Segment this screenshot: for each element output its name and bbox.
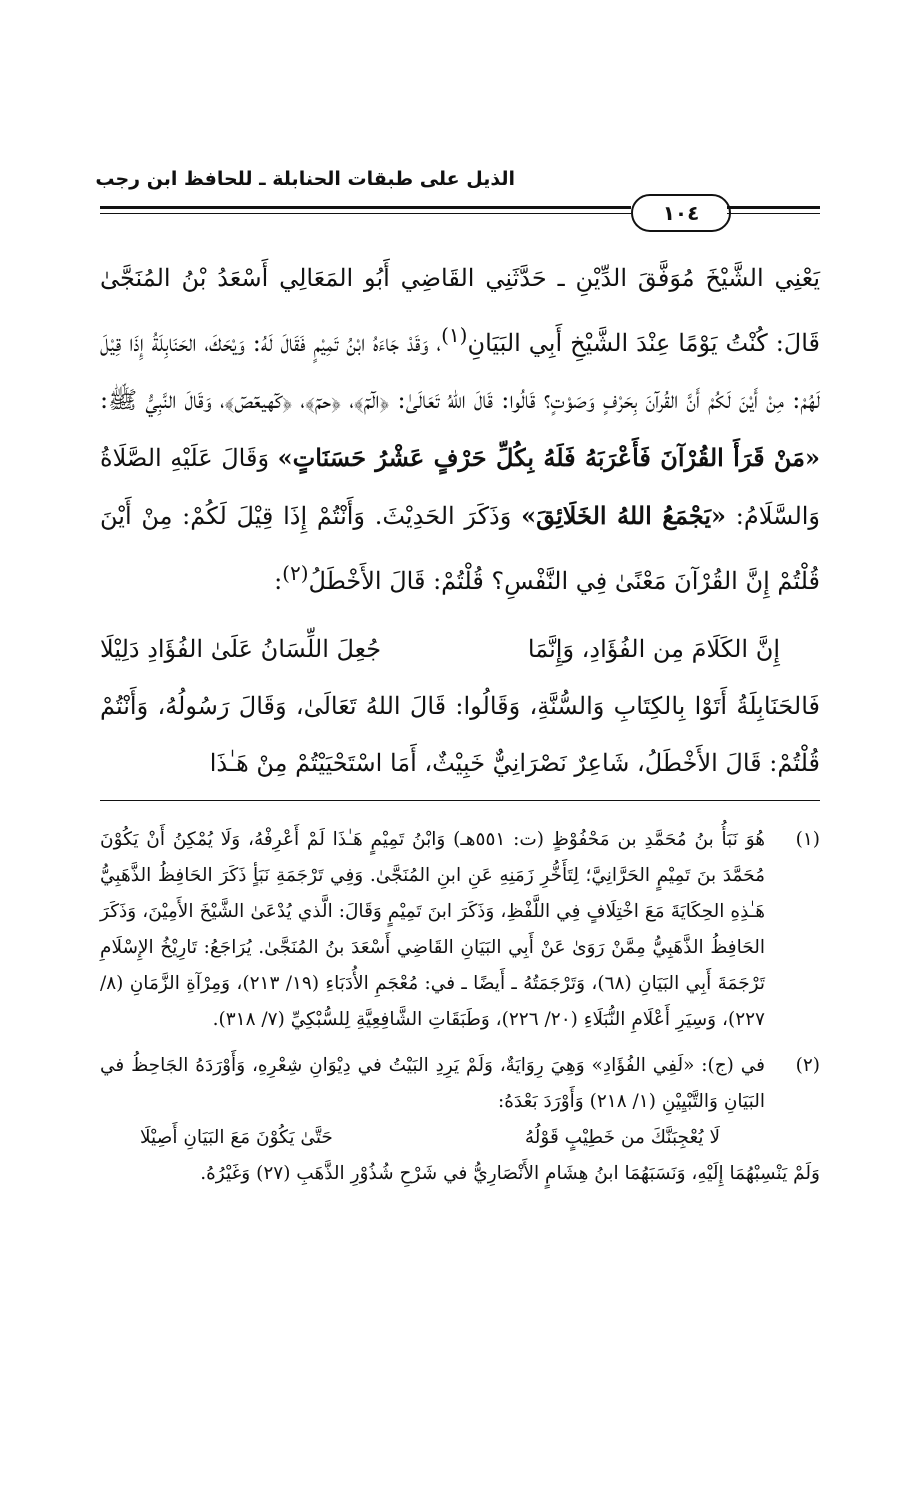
main-text-part: :: [274, 567, 283, 595]
main-paragraph-continued: [100, 678, 820, 792]
main-text-part: يَعْنِي الشَّيْخَ مُوَفَّقَ الدِّيْنِ ـ حَدَّثَنِي القَاضِي أَبُو المَعَالِي أَسْعَدُ بْنُ المُنَجَّىٰ قَالَ: كُنْتُ يَوْمًا عِنْدَ الشَّيْخِ أَبِي البَيَانِ: [100, 264, 821, 357]
poetry-verse: [100, 621, 820, 678]
footnote-verse-first: لَا يُعْجِبَنَّكَ من خَطِيْبٍ قَوْلُهُ: [524, 1127, 720, 1148]
footnote-ref-2[interactable]: (٢): [282, 561, 309, 585]
footnote-text: في (ج): «لَفِي الفُؤَادِ» وَهِيَ رِوَايَةٌ، وَلَمْ يَرِدِ البَيْتُ في دِيْوَانِ شِعْرِهِ، وَأَوْرَدَهُ الجَاحِظُ في البَيَانِ وَالتَّبْيِيْنِ (١/ ٢١٨) وَأَوْرَدَ بَعْدَهُ:: [100, 1055, 765, 1112]
main-text-tail: فَالحَنَابِلَةُ أَتَوْا بِالكِتَابِ وَالسُّنَّةِ، وَقَالُوا: قَالَ اللهُ تَعَالَىٰ، وَقَالَ رَسُولُهُ، وَأَنْتُمْ قُلْتُمْ: قَالَ الأَخْطَلُ، شَاعِرٌ نَصْرَانِيٌّ خَبِيْثٌ، أَمَا اسْتَحْيَيْتُمْ مِنْ هَـٰذَا: [100, 692, 820, 777]
footnote-ref-1[interactable]: (١): [441, 323, 468, 347]
main-text-part: ، وَقَدْ جَاءَهُ ابْنُ تَمِيْمٍ فَقَالَ لَهُ: وَيْحَكَ، الحَنَابِلَةُ إِذَا قِيْلَ لَهُمْ: مِنْ أَيْنَ لَكُمْ أَنَّ القُرآنَ بِحَرْفٍ وَصَوْتٍ؟ قَالُوا: قَالَ اللهُ تَعَالَىٰ: ﴿الٓمٓ﴾، ﴿حمٓ﴾، ﴿كٓهيعٓصٓ﴾، وَقَالَ النَّبِيُّ ﷺ:: [100, 329, 820, 414]
main-text-part: وَقَالَ عَلَيْهِ الصَّلَاةُ وَالسَّلَامُ:: [100, 444, 821, 530]
footnote-verse-second: حَتَّىٰ يَكُوْنَ مَعَ البَيَانِ أَصِيْلَا: [140, 1127, 333, 1148]
hadith-quote: «مَنْ قَرَأَ القُرْآنَ فَأَعْرَبَهُ فَلَهُ بِكُلِّ حَرْفٍ عَشْرُ حَسَنَاتٍ»: [277, 443, 820, 472]
footnote-1: [100, 822, 820, 1038]
footnote-verse: [100, 1120, 820, 1156]
footnote-number: (٢): [795, 1055, 820, 1076]
footnote-number: (١): [795, 829, 820, 850]
header-rule-left-bottom: [100, 213, 631, 214]
header-rule-left-top: [100, 206, 631, 209]
header-rule-right-top: [727, 206, 820, 209]
footnotes: [100, 822, 820, 1192]
page-number: ١٠٤: [631, 194, 731, 232]
footnote-separator: [100, 800, 820, 801]
running-title: الذيل على طبقات الحنابلة ـ للحافظ ابن رجب: [95, 168, 515, 190]
footnote-text: هُوَ نَبَأُ بنُ مُحَمَّدِ بن مَحْفُوْظٍ (ت: ٥٥١هـ) وَابْنُ تَمِيْمٍ هَـٰذَا لَمْ أَعْرِفْهُ، وَلَا يُمْكِنُ أَنْ يَكُوْنَ مُحَمَّدَ بنَ تَمِيْمٍ الحَرَّانِيَّ؛ لِتَأَخُّرِ زَمَنِهِ عَنِ ابنِ المُنَجَّىٰ. وَفِي تَرْجَمَةِ نَبَأٍ ذَكَرَ الحَافِظُ الذَّهَبِيُّ هَـٰذِهِ الحِكَايَةَ مَعَ اخْتِلَافٍ فِي اللَّفْظِ، وَذَكَرَ ابنَ تَمِيْمٍ وَقَالَ: الَّذي يُدْعَىٰ الشَّيْخَ الأَمِيْنَ، وَذَكَرَ الحَافِظُ الذَّهَبِيُّ مِمَّنْ رَوَىٰ عَنْ أَبِي البَيَانِ القَاضِي أَسْعَدَ بنُ المُنَجَّىٰ. يُرَاجَعُ: تَارِيْخُ الإِسْلَامِ تَرْجَمَةَ أَبِي البَيَانِ (٦٨)، وَتَرْجَمَتُهُ ـ أَيضًا ـ في: مُعْجَمِ الأُدَبَاءِ (١٩/ ٢١٣)، وَمِرْآةِ الزَّمَانِ (٨/ ٢٢٧)، وَسِيَرِ أَعْلَامِ النُّبَلَاءِ (٢٠/ ٢٢٦)، وَطَبَقَاتِ الشَّافِعِيَّةِ لِلسُّبْكِيِّ (٧/ ٣١٨).: [100, 829, 766, 1030]
verse-second-hemistich: جُعِلَ اللِّسَانُ عَلَىٰ الفُؤَادِ دَلِيْلَا: [100, 635, 382, 663]
footnote-closing: وَلَمْ يَنْسِبْهُمَا إِلَيْهِ، وَنَسَبَهُمَا ابنُ هِشَامٍ الأَنْصَارِيُّ في شَرْحِ شُذُوْرِ الذَّهَبِ (٢٧) وَغَيْرُهُ.: [200, 1163, 820, 1184]
main-text-part: وَذَكَرَ الحَدِيْثَ. وَأَنْتُمْ إِذَا قِيْلَ لَكُمْ: مِنْ أَيْنَ قُلْتُمْ إِنَّ القُرْآنَ مَعْنًىٰ فِي النَّفْسِ؟ قُلْتُمْ: قَالَ الأَخْطَلُ: [100, 502, 820, 595]
header-rule-right-bottom: [727, 213, 820, 214]
verse-first-hemistich: إِنَّ الكَلَامَ مِن الفُؤَادِ، وَإِنَّمَا: [527, 635, 780, 663]
main-paragraph: [100, 250, 820, 610]
hadith-quote: «يَجْمَعُ اللهُ الخَلَائِقَ»: [521, 501, 727, 530]
footnote-2: [100, 1048, 820, 1120]
